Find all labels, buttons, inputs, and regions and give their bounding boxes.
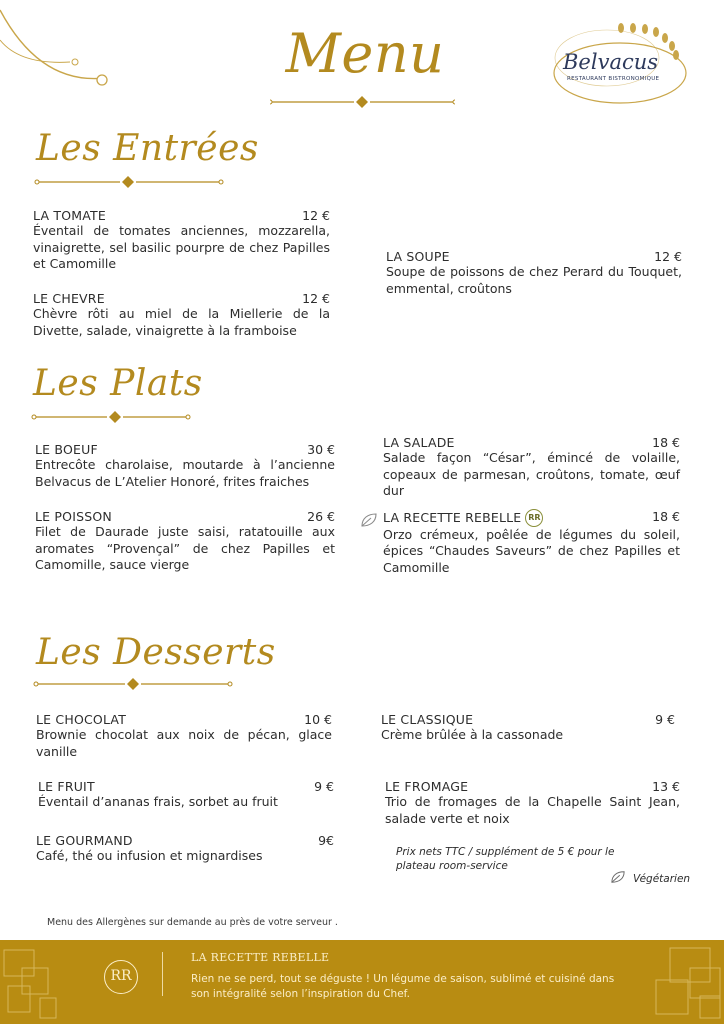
- menu-item-boeuf: [35, 442, 335, 490]
- item-name: LE CLASSIQUE: [381, 712, 474, 727]
- item-description: Éventail d’ananas frais, sorbet au fruit: [38, 794, 278, 809]
- item-name: LE POISSON: [35, 509, 112, 524]
- item-description: Crème brûlée à la cassonade: [381, 727, 564, 742]
- item-name: LE CHOCOLAT: [36, 712, 127, 727]
- item-price: 18 €: [652, 509, 680, 525]
- menu-item-fromage: [385, 779, 680, 827]
- menu-item-chocolat: [36, 712, 332, 760]
- logo-tagline: RESTAURANT BISTRONOMIQUE: [567, 76, 660, 82]
- vegetarian-leaf-icon: [360, 512, 378, 528]
- item-description: Salade façon “César”, émincé de volaille, copeaux de parmesan, croûtons, tomate, œuf dur: [383, 450, 680, 498]
- item-name: LE GOURMAND: [36, 833, 133, 848]
- desserts-heading: Les Desserts: [36, 632, 276, 673]
- item-price: 26 €: [307, 509, 335, 524]
- item-name: LE CHEVRE: [33, 291, 105, 306]
- allergens-note: Menu des Allergènes sur demande au près de votre serveur .: [47, 917, 338, 928]
- menu-item-recette-rebelle: [383, 507, 680, 576]
- menu-item-poisson: [35, 509, 335, 574]
- item-name: LE FRUIT: [38, 779, 95, 794]
- footer-divider: [162, 952, 163, 996]
- plats-heading: Les Plats: [33, 363, 203, 404]
- item-description: Trio de fromages de la Chapelle Saint Jean, salade verte et noix: [385, 794, 680, 826]
- menu-item-tomate: [33, 208, 330, 273]
- page-title: Menu: [285, 22, 445, 85]
- vegetarian-legend-icon: [610, 870, 626, 884]
- vegetarian-legend: Végétarien: [633, 873, 691, 885]
- item-price: 10 €: [304, 712, 332, 727]
- footer-banner: [0, 940, 724, 1024]
- item-price: 12 €: [302, 291, 330, 306]
- item-description: Orzo crémeux, poêlée de légumes du soleil, épices “Chaudes Saveurs” de chez Papilles et Camomille: [383, 526, 680, 575]
- decorative-arcs: [0, 0, 140, 100]
- footer-logo-badge: RR: [104, 960, 138, 994]
- menu-item-gourmand: [36, 833, 334, 865]
- title-divider: [270, 95, 455, 109]
- menu-item-classique: [381, 712, 675, 744]
- entrees-divider: [34, 175, 224, 189]
- item-name: LA SOUPE: [386, 249, 450, 264]
- logo-name: Belvacus: [563, 50, 659, 74]
- plats-divider: [31, 410, 191, 424]
- item-description: Filet de Daurade juste saisi, ratatouille aux aromates “Provençal” de chez Papilles et Camomille, sauce vierge: [35, 524, 335, 572]
- entrees-heading: Les Entrées: [36, 128, 259, 169]
- item-price: 12 €: [654, 249, 682, 264]
- item-description: Éventail de tomates anciennes, mozzarella, vinaigrette, sel basilic pourpre de chez Papilles et Camomille: [33, 223, 330, 271]
- restaurant-logo: [545, 18, 695, 108]
- item-price: 12 €: [302, 208, 330, 223]
- item-price: 9 €: [655, 712, 675, 727]
- item-description: Entrecôte charolaise, moutarde à l’ancienne Belvacus de L’Atelier Honoré, frites fraiches: [35, 457, 335, 489]
- item-description: Café, thé ou infusion et mignardises: [36, 848, 263, 863]
- desserts-divider: [33, 677, 233, 691]
- item-name: LE FROMAGE: [385, 779, 469, 794]
- price-note: Prix nets TTC / supplément de 5 € pour le plateau room-service: [396, 846, 615, 872]
- item-price: 9 €: [314, 779, 334, 794]
- item-name: LA TOMATE: [33, 208, 106, 223]
- item-description: Brownie chocolat aux noix de pécan, glace vanille: [36, 727, 332, 759]
- item-name: LA SALADE: [383, 435, 455, 450]
- footer-title: LA RECETTE REBELLE: [191, 951, 330, 964]
- item-price: 13 €: [652, 779, 680, 794]
- menu-item-fruit: [38, 779, 334, 811]
- item-name: LE BOEUF: [35, 442, 98, 457]
- footer-text: Rien ne se perd, tout se déguste ! Un légume de saison, sublimé et cuisiné dans son intégralité selon l’inspiration du Chef.: [191, 973, 615, 1000]
- item-price: 30 €: [307, 442, 335, 457]
- menu-item-soupe: [386, 249, 682, 297]
- item-name: LA RECETTE REBELLE: [383, 510, 522, 525]
- recette-rebelle-badge: RR: [525, 509, 543, 527]
- menu-item-salade: [383, 435, 680, 500]
- item-price: 18 €: [652, 435, 680, 450]
- item-price: 9€: [318, 833, 334, 848]
- menu-item-chevre: [33, 291, 330, 339]
- item-description: Soupe de poissons de chez Perard du Touquet, emmental, croûtons: [386, 264, 682, 296]
- item-description: Chèvre rôti au miel de la Miellerie de la Divette, salade, vinaigrette à la framboise: [33, 306, 330, 338]
